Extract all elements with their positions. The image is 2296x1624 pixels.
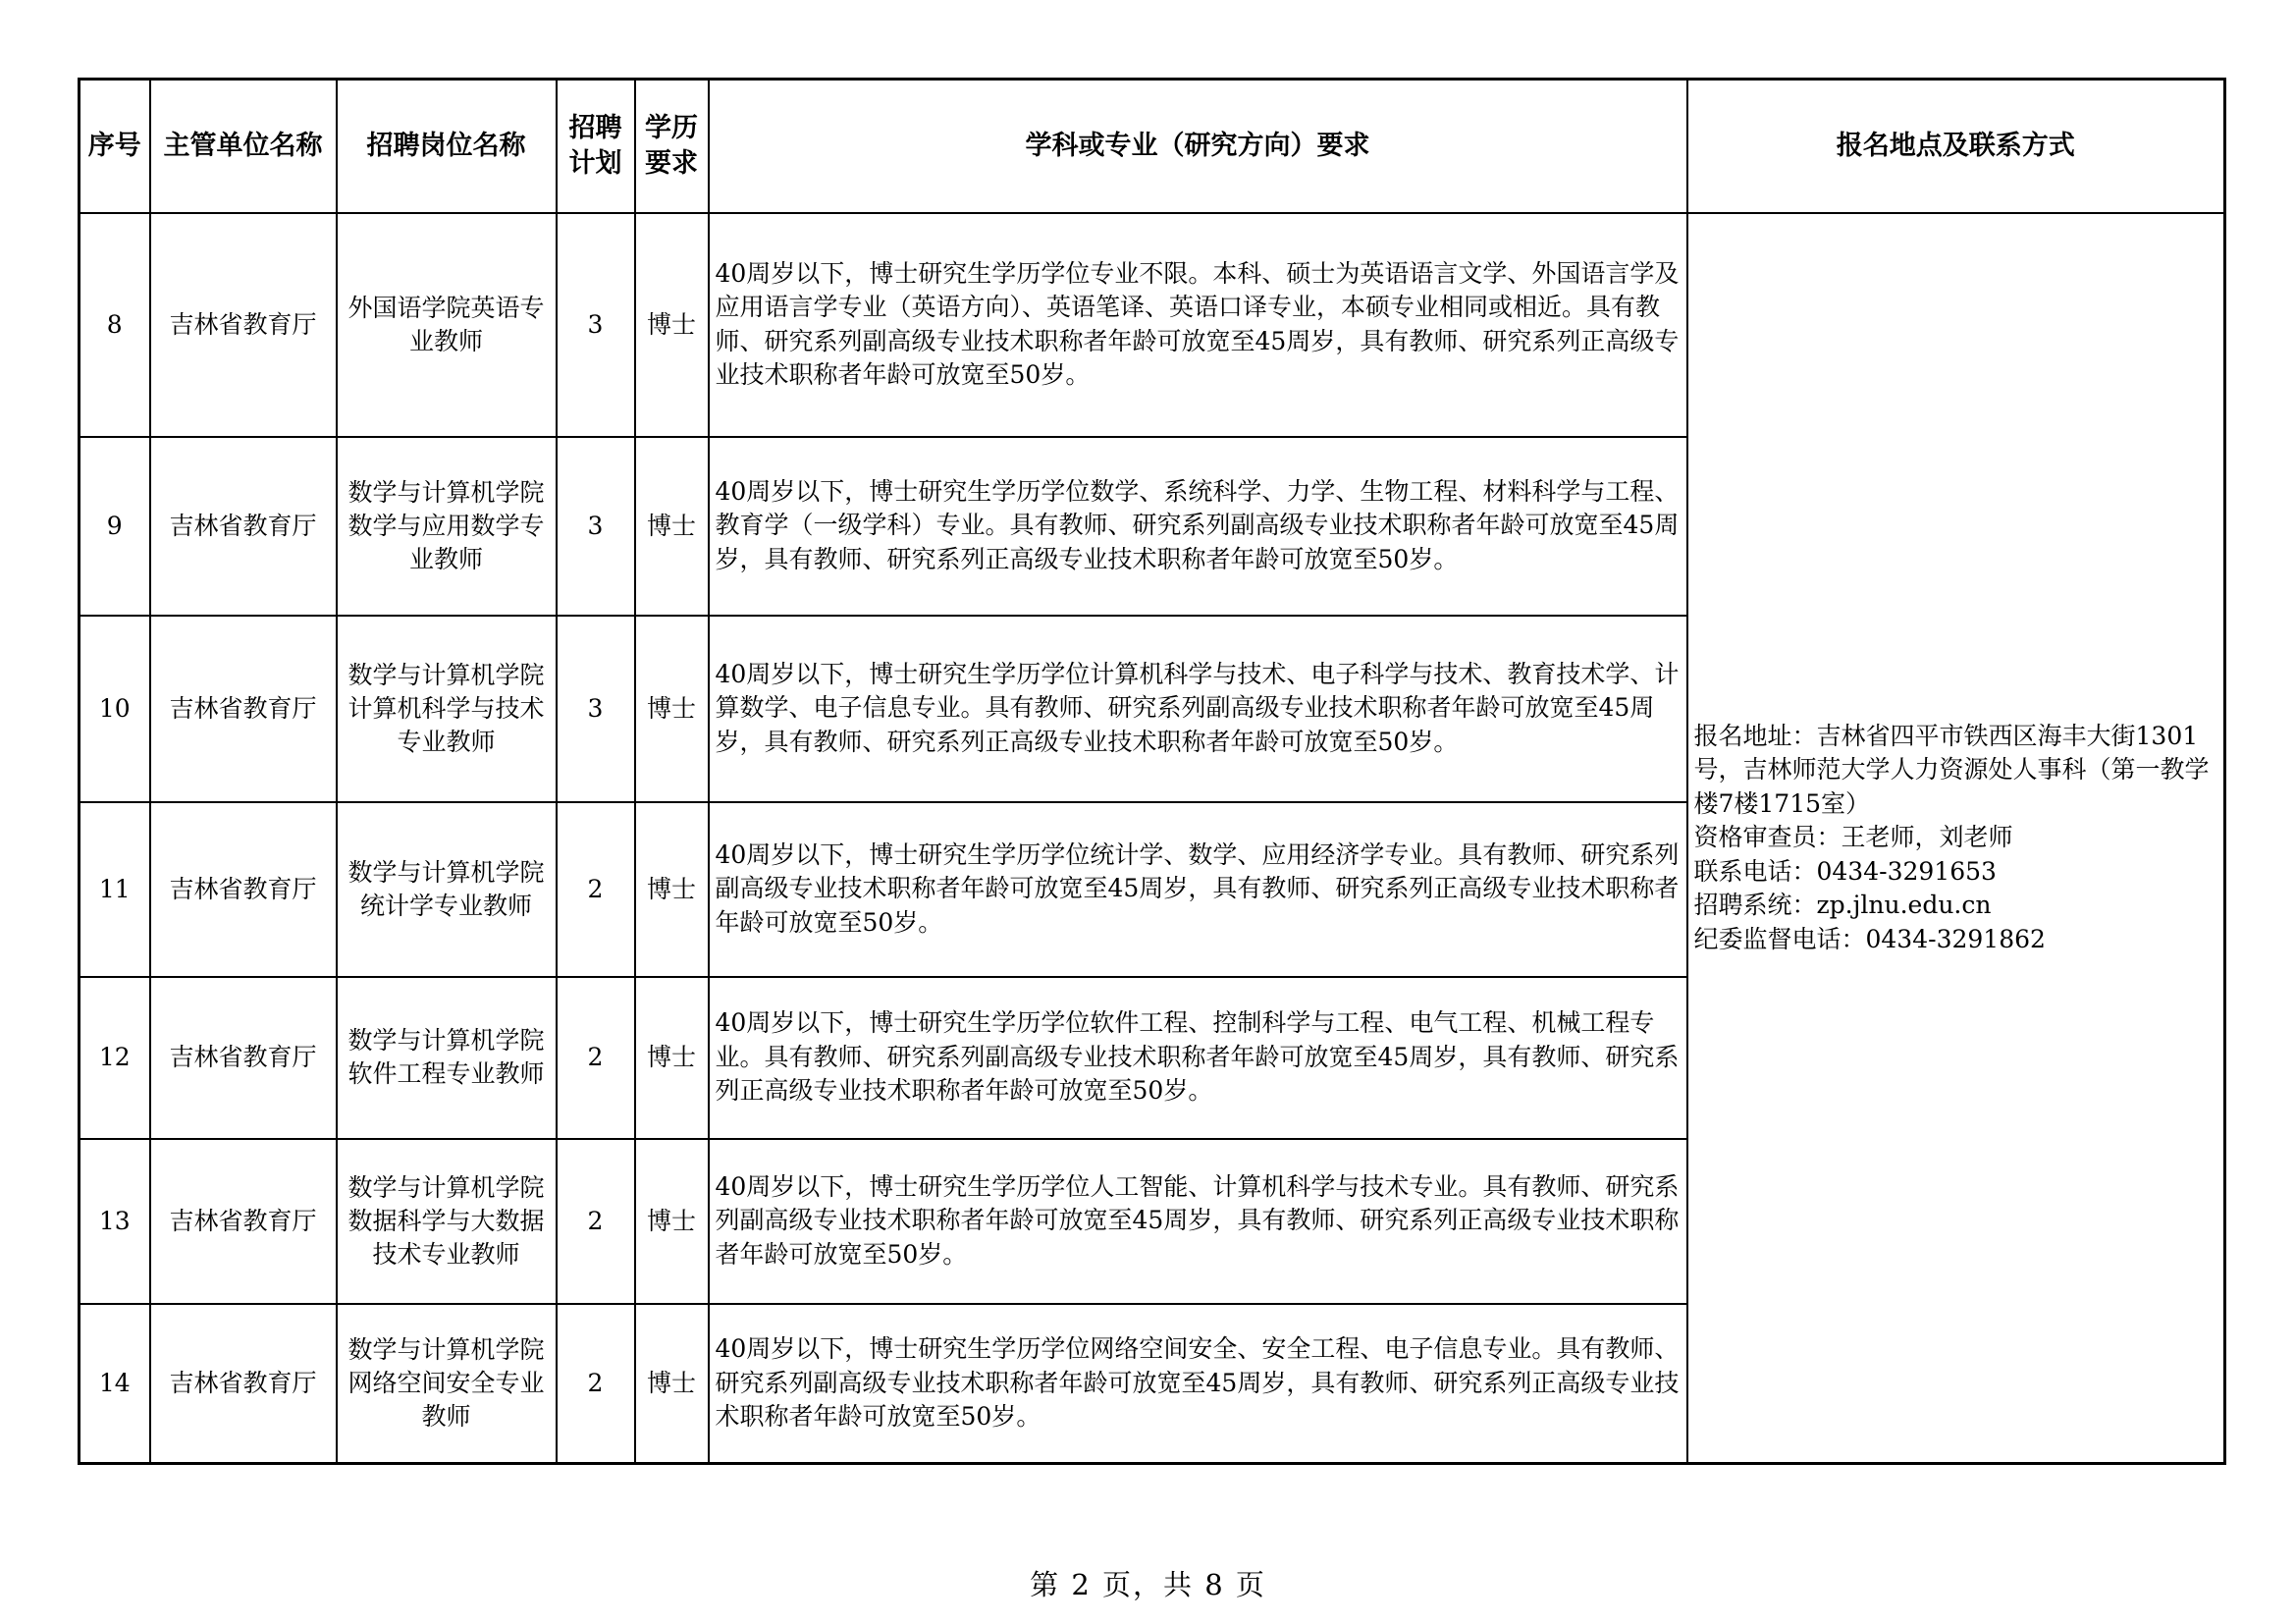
row-requirements: [709, 616, 1687, 802]
row-dept: 吉林省教育厅: [150, 802, 337, 977]
row-position: [337, 437, 557, 616]
row-position-text: 数学与计算机学院网络空间安全专业教师: [347, 1334, 545, 1431]
row-education: 博士: [635, 437, 709, 616]
row-education: 博士: [635, 1139, 709, 1304]
header-position: 招聘岗位名称: [337, 80, 557, 213]
row-position: [337, 1139, 557, 1304]
header-edu-line2: 要求: [645, 147, 698, 179]
row-count: 2: [557, 1139, 635, 1304]
row-requirements-text: 40周岁以下，博士研究生学历学位计算机科学与技术、电子科学与技术、教育技术学、计算数学、电子信息专业。具有教师、研究系列副高级专业技术职称者年龄可放宽至45周岁，具有教师、研究系列正高级专业技术职称者年龄可放宽至50岁。: [715, 659, 1680, 756]
row-requirements: [709, 213, 1687, 437]
contact-supervision: 纪委监督电话：0434-3291862: [1693, 924, 2046, 953]
row-dept: 吉林省教育厅: [150, 977, 337, 1139]
header-dept: 主管单位名称: [150, 80, 337, 213]
recruitment-table: [78, 78, 2226, 1465]
row-requirements-text: 40周岁以下，博士研究生学历学位软件工程、控制科学与工程、电气工程、机械工程专业。具有教师、研究系列副高级专业技术职称者年龄可放宽至45周岁，具有教师、研究系列正高级专业技术职称者年龄可放宽至50岁。: [715, 1008, 1680, 1106]
header-edu-line1: 学历: [645, 112, 698, 143]
row-education: 博士: [635, 977, 709, 1139]
row-requirements-text: 40周岁以下，博士研究生学历学位数学、系统科学、力学、生物工程、材料科学与工程、教育学（一级学科）专业。具有教师、研究系列副高级专业技术职称者年龄可放宽至45周岁，具有教师、研究系列正高级专业技术职称者年龄可放宽至50岁。: [715, 476, 1680, 573]
row-index: 9: [80, 437, 150, 616]
contact-system: 招聘系统：zp.jlnu.edu.cn: [1693, 891, 1992, 919]
row-position-text: 数学与计算机学院数据科学与大数据技术专业教师: [347, 1172, 545, 1269]
contact-block: [1688, 720, 2224, 957]
row-count: 2: [557, 802, 635, 977]
row-education: 博士: [635, 616, 709, 802]
table-row: [80, 213, 2225, 437]
row-position-text: 外国语学院英语专业教师: [347, 293, 545, 355]
header-row: [80, 80, 2225, 213]
row-requirements: [709, 977, 1687, 1139]
row-requirements-text: 40周岁以下，博士研究生学历学位统计学、数学、应用经济学专业。具有教师、研究系列副高级专业技术职称者年龄可放宽至45周岁，具有教师、研究系列正高级专业技术职称者年龄可放宽至50岁。: [715, 839, 1680, 937]
row-index: 10: [80, 616, 150, 802]
row-position: [337, 213, 557, 437]
row-requirements: [709, 437, 1687, 616]
header-plan: [557, 80, 635, 213]
row-index: 14: [80, 1304, 150, 1464]
row-dept: 吉林省教育厅: [150, 1304, 337, 1464]
header-plan-line2: 计划: [568, 147, 622, 179]
row-position: [337, 802, 557, 977]
header-requirements: 学科或专业（研究方向）要求: [709, 80, 1687, 213]
row-position: [337, 977, 557, 1139]
contact-address: 报名地址：吉林省四平市铁西区海丰大街1301号，吉林师范大学人力资源处人事科（第一教学楼7楼1715室）: [1693, 721, 2210, 818]
row-requirements: [709, 802, 1687, 977]
row-requirements-text: 40周岁以下，博士研究生学历学位专业不限。本科、硕士为英语语言文学、外国语言学及应用语言学专业（英语方向）、英语笔译、英语口译专业，本硕专业相同或相近。具有教师、研究系列副高级专业技术职称者年龄可放宽至45周岁，具有教师、研究系列正高级专业技术职称者年龄可放宽至50岁。: [715, 258, 1680, 389]
row-education: 博士: [635, 802, 709, 977]
header-index: 序号: [80, 80, 150, 213]
row-index: 8: [80, 213, 150, 437]
row-dept: 吉林省教育厅: [150, 616, 337, 802]
row-count: 3: [557, 616, 635, 802]
row-position-text: 数学与计算机学院统计学专业教师: [347, 857, 545, 920]
contact-reviewer: 资格审查员：王老师，刘老师: [1693, 823, 2013, 851]
row-requirements-text: 40周岁以下，博士研究生学历学位人工智能、计算机科学与技术专业。具有教师、研究系列副高级专业技术职称者年龄可放宽至45周岁，具有教师、研究系列正高级专业技术职称者年龄可放宽至50岁。: [715, 1171, 1680, 1269]
row-index: 12: [80, 977, 150, 1139]
row-position-text: 数学与计算机学院数学与应用数学专业教师: [347, 477, 545, 573]
row-count: 2: [557, 977, 635, 1139]
header-contact: 报名地点及联系方式: [1687, 80, 2225, 213]
contact-phone: 联系电话：0434-3291653: [1693, 856, 1997, 886]
row-requirements: [709, 1304, 1687, 1464]
row-position-text: 数学与计算机学院软件工程专业教师: [347, 1026, 545, 1088]
row-education: 博士: [635, 213, 709, 437]
row-dept: 吉林省教育厅: [150, 1139, 337, 1304]
row-count: 2: [557, 1304, 635, 1464]
row-requirements-text: 40周岁以下，博士研究生学历学位网络空间安全、安全工程、电子信息专业。具有教师、研究系列副高级专业技术职称者年龄可放宽至45周岁，具有教师、研究系列正高级专业技术职称者年龄可放宽至50岁。: [715, 1334, 1680, 1431]
row-requirements: [709, 1139, 1687, 1304]
header-plan-line1: 招聘: [568, 112, 622, 143]
row-count: 3: [557, 213, 635, 437]
row-position: [337, 616, 557, 802]
header-education: [635, 80, 709, 213]
row-index: 11: [80, 802, 150, 977]
row-education: 博士: [635, 1304, 709, 1464]
row-position: [337, 1304, 557, 1464]
page-footer: 第 2 页，共 8 页: [1030, 1568, 1266, 1601]
row-count: 3: [557, 437, 635, 616]
row-position-text: 数学与计算机学院计算机科学与技术专业教师: [347, 660, 545, 756]
row-dept: 吉林省教育厅: [150, 437, 337, 616]
row-dept: 吉林省教育厅: [150, 213, 337, 437]
contact-cell: [1687, 213, 2225, 1464]
row-index: 13: [80, 1139, 150, 1304]
